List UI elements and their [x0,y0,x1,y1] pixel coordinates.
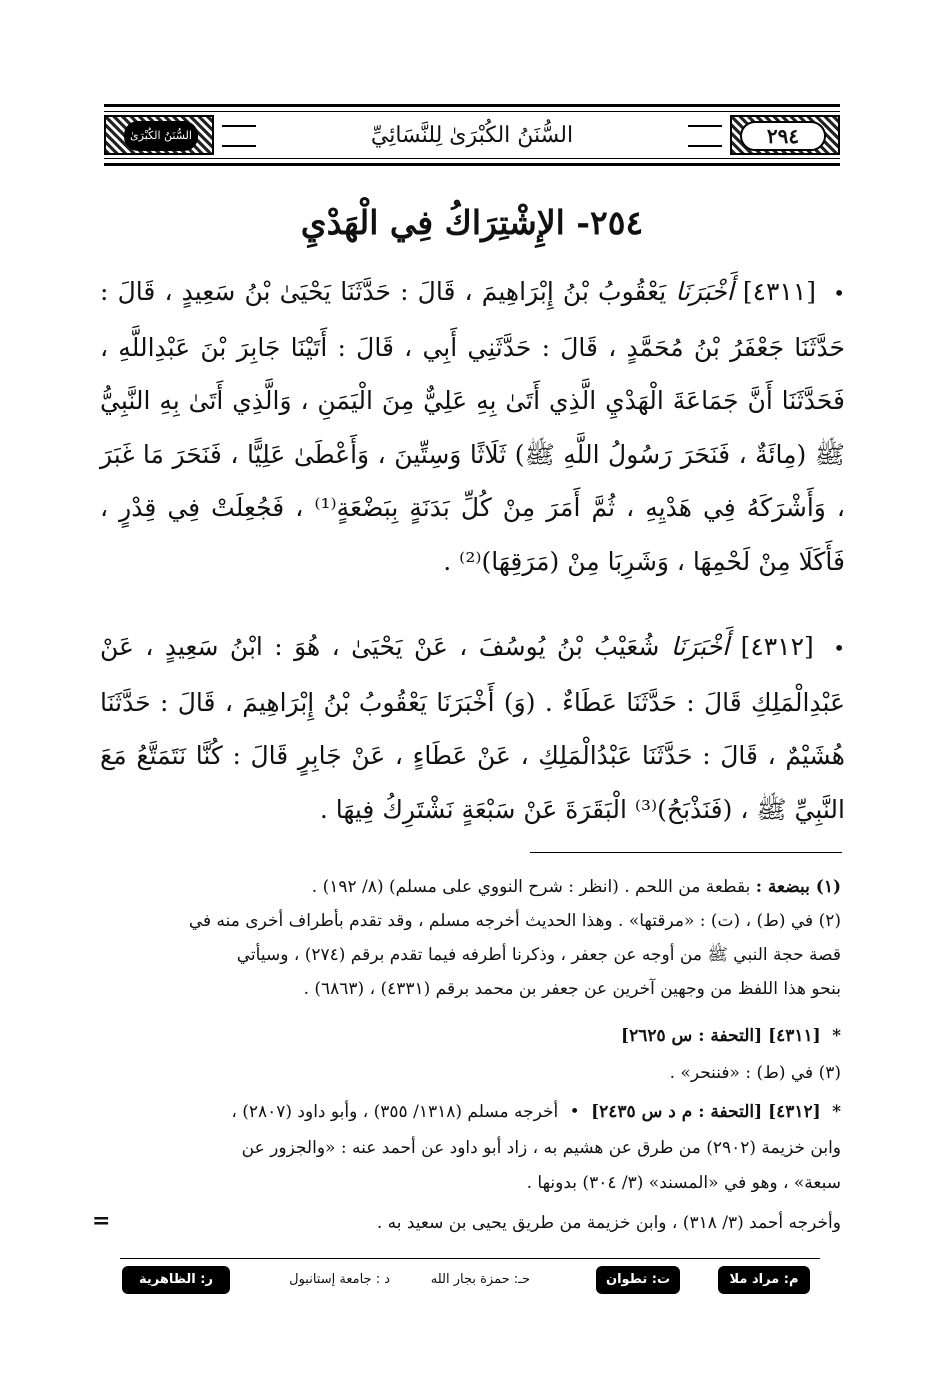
hadith-4312 [100,620,845,836]
tuhfa-4312-line-1 [96,1097,841,1128]
star-mark: * [832,1026,841,1046]
hadith-number: [٤٣١٢] [740,632,814,661]
manuscript-t: ت: تطوان [596,1266,680,1294]
page-number: ٢٩٤ [740,121,826,151]
footnote-2-line-3: بنحو هذا اللفظ من وجهين آخرين عن جعفر بن محمد برقم (٤٣٣١) ، (٦٨٦٣) . [303,979,841,999]
footnote-1 [96,872,841,903]
header-flank-left [222,125,256,147]
book-seal: السُّنَنُ الكُبْرَىٰ [124,121,198,151]
hadith-4311 [100,265,845,588]
hadith-text: يَعْقُوبُ بْنُ إِبْرَاهِيمَ ، قَالَ : حَدَّثَنَا يَحْيَىٰ بْنُ سَعِيدٍ ، قَالَ : حَدَّثَنَا جَعْفَرُ بْنُ مُحَمَّدٍ ، قَالَ : حَدَّثَنِي أَبِي ، قَالَ : أَتَيْنَا جَابِرَ بْنَ عَبْدِاللَّهِ ، فَحَدَّثَنَا أَنَّ جَمَاعَةَ الْهَدْيِ الَّذِي أَتَىٰ بِهِ عَلِيٌّ مِنَ الْيَمَنِ ، وَالَّذِي أَتَىٰ بِهِ النَّبِيُّ ﷺ (مِائَةٌ ، فَنَحَرَ رَسُولُ اللَّهِ ﷺ) ثَلَاثًا وَسِتِّينَ ، وَأَعْطَىٰ عَلِيًّا ، فَنَحَرَ مَا غَبَرَ ، وَأَشْرَكَهُ فِي هَدْيِهِ ، ثُمَّ أَمَرَ مِنْ كُلِّ بَدَنَةٍ بِبَضْعَةٍ⁽¹⁾ ، فَجُعِلَتْ فِي قِدْرٍ ، فَأَكَلَا مِنْ لَحْمِهَا ، وَشَرِبَا مِنْ (مَرَقِهَا)⁽²⁾ . [100,277,846,576]
footnote-label: (١) ببضعة : [755,877,841,897]
hadith-bullet: • [833,636,846,660]
star-mark: * [832,1102,841,1122]
hadith-bullet: • [833,281,846,305]
manuscript-legend [120,1266,820,1296]
book-title: السُّنَنُ الكُبْرَىٰ لِلنَّسَائِيِّ [370,123,574,148]
chapter-title: ٢٥٤- الإِشْتِرَاكُ فِي الْهَدْيِ [300,203,644,242]
tuhfa-4312-line-4: وأخرجه أحمد (٣/ ٣١٨) ، وابن خزيمة من طريق يحيى بن سعيد به . [376,1213,841,1233]
akhbarana-word: أَخْبَرَنَا [670,632,730,661]
hadith-number: [٤٣١١] [742,277,817,306]
tuhfa-reference: [٤٣١٢] [التحفة : م د س ٢٤٣٥] [591,1102,821,1122]
hadith-text: شُعَيْبُ بْنُ يُوسُفَ ، عَنْ يَحْيَىٰ ، هُوَ : ابْنُ سَعِيدٍ ، عَنْ عَبْدِالْمَلِكِ قَالَ : حَدَّثَنَا عَطَاءٌ . (وَ) أَخْبَرَنَا يَعْقُوبُ بْنُ إِبْرَاهِيمَ ، قَالَ : حَدَّثَنَا هُشَيْمٌ ، قَالَ : حَدَّثَنَا عَبْدُالْمَلِكِ ، عَنْ عَطَاءٍ ، عَنْ جَابِرٍ قَالَ : كُنَّا نَتَمَتَّعُ مَعَ النَّبِيِّ ﷺ ، (فَنَذْبَحُ)⁽³⁾ الْبَقَرَةَ عَنْ سَبْعَةٍ نَشْتَرِكُ فِيهَا . [100,632,845,824]
manuscript-m: م: مراد ملا [718,1266,810,1294]
manuscript-r: ر: الظاهرية [122,1266,230,1294]
akhbarana-word: أَخْبَرَنَا [675,277,734,306]
tuhfa-dot: • [569,1102,580,1122]
manuscript-d: د : جامعة إستانبول [289,1272,390,1287]
header-ornament-right [730,115,840,155]
tuhfa-4312-line-3: سبعة» ، وهو في «المسند» (٣/ ٣٠٤) بدونها . [526,1173,841,1193]
tuhfa-4312-line-2: وابن خزيمة (٢٩٠٢) من طرق عن هشيم به ، زاد أبو داود عن أحمد عنه : «والجزور عن [241,1138,841,1158]
footnote-2-line-1: (٢) في (ط) ، (ت) : «مرقتها» . وهذا الحديث أخرجه مسلم ، وقد تقدم بأطراف أخرى منه في [188,911,841,931]
continuation-mark: = [92,1208,111,1234]
manuscript-h: حـ: حمزة بجار الله [430,1272,530,1287]
tuhfa-text: أخرجه مسلم (١٣١٨/ ٣٥٥) ، وأبو داود (٢٨٠٧) ، [231,1102,559,1122]
tuhfa-reference: [٤٣١١] [التحفة : س ٢٦٢٥] [621,1026,821,1046]
tuhfa-4311 [96,1021,841,1052]
page-header [104,104,840,166]
footnote-2-line-2: قصة حجة النبي ﷺ من أوجه عن جعفر ، وذكرنا أطرفه فيما تقدم برقم (٢٧٤) ، وسيأتي [236,945,841,965]
footnote-separator [530,852,842,853]
header-flank-right [688,125,722,147]
footnote-text: بقطعة من اللحم . (انظر : شرح النووي على مسلم) (٨/ ١٩٢) . [311,877,751,897]
footer-rule [120,1258,820,1259]
footnote-3: (٣) في (ط) : «فننحر» . [669,1063,841,1083]
header-ornament-left [104,115,214,155]
